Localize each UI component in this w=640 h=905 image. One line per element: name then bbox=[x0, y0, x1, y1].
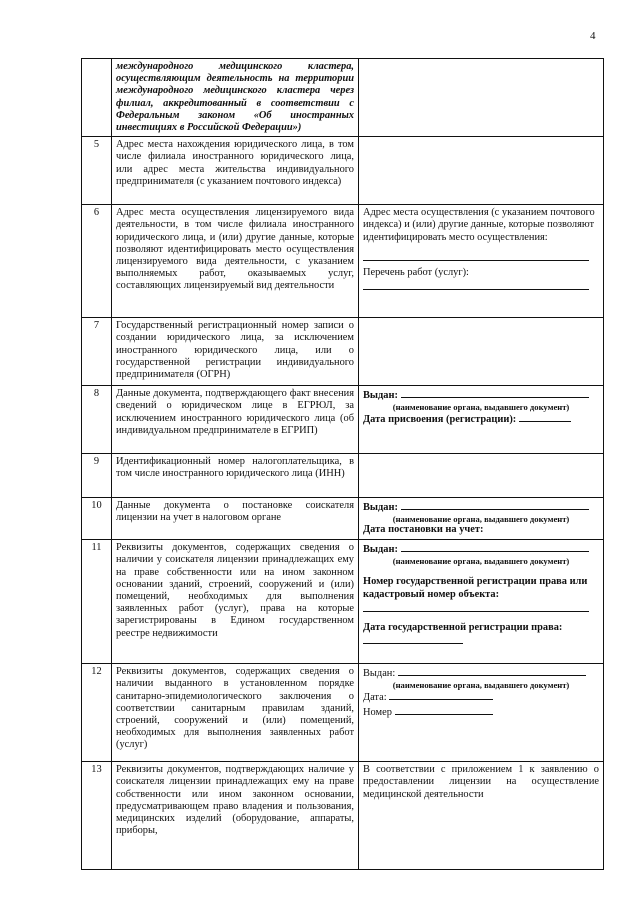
table-row bbox=[82, 454, 604, 498]
registration-number-label: Номер государственной регистрации права или кадастровый номер объекта: bbox=[363, 576, 588, 600]
issuer-caption: (наименование органа, выдавшего документ) bbox=[392, 680, 570, 691]
continuation-text: международного медицинского кластера, осуществляющим деятельность на территории международного медицинского кластера через филиал, аккредитованный в соответствии с Федеральным законом «Об иностранных инвестициях в Российской Федерации») bbox=[112, 59, 359, 137]
value-cell[interactable] bbox=[359, 137, 604, 205]
application-form-table bbox=[81, 58, 604, 870]
row-number: 5 bbox=[82, 137, 112, 205]
registration-date-input-line[interactable] bbox=[363, 634, 463, 644]
value-cell[interactable] bbox=[359, 205, 604, 318]
row-description: Адрес места нахождения юридического лица, в том числе филиала иностранного юридического лица, или адрес места жительства индивидуального предпринимателя (с указанием почтового индекса) bbox=[112, 137, 359, 205]
issuer-caption: (наименование органа, выдавшего документ) bbox=[392, 556, 570, 567]
value-cell[interactable] bbox=[359, 498, 604, 540]
row-number: 12 bbox=[82, 664, 112, 762]
registration-number-input-line[interactable] bbox=[363, 601, 589, 612]
table-row bbox=[82, 540, 604, 664]
issued-label: Выдан: bbox=[363, 544, 398, 556]
value-cell bbox=[359, 762, 604, 870]
table-row bbox=[82, 498, 604, 540]
value-cell[interactable] bbox=[359, 664, 604, 762]
appendix-reference: В соответствии с приложением 1 к заявлению о предоставлении лицензии на осуществление медицинской деятельности bbox=[363, 764, 599, 800]
table-row bbox=[82, 318, 604, 386]
works-list-input-line[interactable] bbox=[363, 279, 589, 290]
issuer-caption: (наименование органа, выдавшего документ) bbox=[392, 514, 570, 525]
row-description: Идентификационный номер налогоплательщика, в том числе иностранного юридического лица (ИНН) bbox=[112, 454, 359, 498]
row-number: 6 bbox=[82, 205, 112, 318]
row-number: 10 bbox=[82, 498, 112, 540]
issued-input-line[interactable] bbox=[401, 500, 589, 510]
works-list-label: Перечень работ (услуг): bbox=[363, 266, 469, 278]
issued-label: Выдан: bbox=[363, 390, 398, 402]
address-label: Адрес места осуществления (с указанием почтового индекса) и (или) другие данные, которые позволяют идентифицировать место осуществления: bbox=[363, 207, 595, 243]
row-number: 8 bbox=[82, 386, 112, 454]
issued-input-line[interactable] bbox=[401, 388, 589, 398]
row-description: Данные документа о постановке соискателя лицензии на учет в налоговом органе bbox=[112, 498, 359, 540]
value-cell[interactable] bbox=[359, 386, 604, 454]
number-input-line[interactable] bbox=[395, 705, 493, 715]
date-label: Дата: bbox=[363, 692, 387, 704]
table-row bbox=[82, 137, 604, 205]
table-row bbox=[82, 664, 604, 762]
row-number: 9 bbox=[82, 454, 112, 498]
table-row bbox=[82, 762, 604, 870]
value-cell[interactable] bbox=[359, 318, 604, 386]
issuer-caption: (наименование органа, выдавшего документ) bbox=[392, 402, 570, 413]
registration-date-label: Дата государственной регистрации права: bbox=[363, 621, 563, 633]
row-description: Реквизиты документов, содержащих сведения о наличии выданного в установленном порядке санитарно-эпидемиологического заключения о соответствии санитарным правилам зданий, строений, сооружений и (или) помещений, необходимых для выполнения заявленных работ (услуг) bbox=[112, 664, 359, 762]
page-number: 4 bbox=[590, 30, 596, 42]
value-cell[interactable] bbox=[359, 59, 604, 137]
issued-input-line[interactable] bbox=[401, 542, 589, 552]
row-description: Государственный регистрационный номер записи о создании юридического лица, за исключением иностранного юридического лица, или о государственной регистрации индивидуального предпринимателя (ОГРН) bbox=[112, 318, 359, 386]
row-number-cell bbox=[82, 59, 112, 137]
table-row bbox=[82, 205, 604, 318]
address-input-line[interactable] bbox=[363, 250, 589, 261]
row-description: Реквизиты документов, подтверждающих наличие у соискателя лицензии принадлежащих ему на праве собственности или ином законном основании, предусматривающем право владения и пользования, медицинских изделий (оборудование, аппараты, приборы, bbox=[112, 762, 359, 870]
row-description: Данные документа, подтверждающего факт внесения сведений о юридическом лице в ЕГРЮЛ, за исключением иностранного юридического лица (об индивидуальном предпринимателе в ЕГРИП) bbox=[112, 386, 359, 454]
issued-label: Выдан: bbox=[363, 502, 398, 514]
tax-registration-date: Дата постановки на учет: bbox=[363, 524, 484, 536]
issued-label: Выдан: bbox=[363, 668, 396, 680]
registration-date-input-line[interactable] bbox=[519, 412, 571, 422]
value-cell[interactable] bbox=[359, 540, 604, 664]
row-description: Адрес места осуществления лицензируемого вида деятельности, в том числе филиала иностранного юридического лица, и (или) другие данные, которые позволяют идентифицировать место осуществления лицензируемого вида деятельности, с указанием выполняемых работ, оказываемых услуг, составляющих лицензируемый вид деятельности bbox=[112, 205, 359, 318]
registration-date-label: Дата присвоения (регистрации): bbox=[363, 414, 517, 426]
row-number: 13 bbox=[82, 762, 112, 870]
table-row bbox=[82, 386, 604, 454]
row-number: 7 bbox=[82, 318, 112, 386]
table-row-continuation bbox=[82, 59, 604, 137]
value-cell[interactable] bbox=[359, 454, 604, 498]
row-number: 11 bbox=[82, 540, 112, 664]
date-input-line[interactable] bbox=[389, 690, 493, 700]
issued-input-line[interactable] bbox=[398, 666, 586, 676]
number-label: Номер bbox=[363, 706, 392, 718]
row-description: Реквизиты документов, содержащих сведения о наличии у соискателя лицензии принадлежащих ему на праве собственности или на ином законном основании зданий, строений, сооружений и (или) помещений, необходимых для выполнения заявленных работ (услуг), права на которые зарегистрированы в Едином государственном реестре недвижимости bbox=[112, 540, 359, 664]
